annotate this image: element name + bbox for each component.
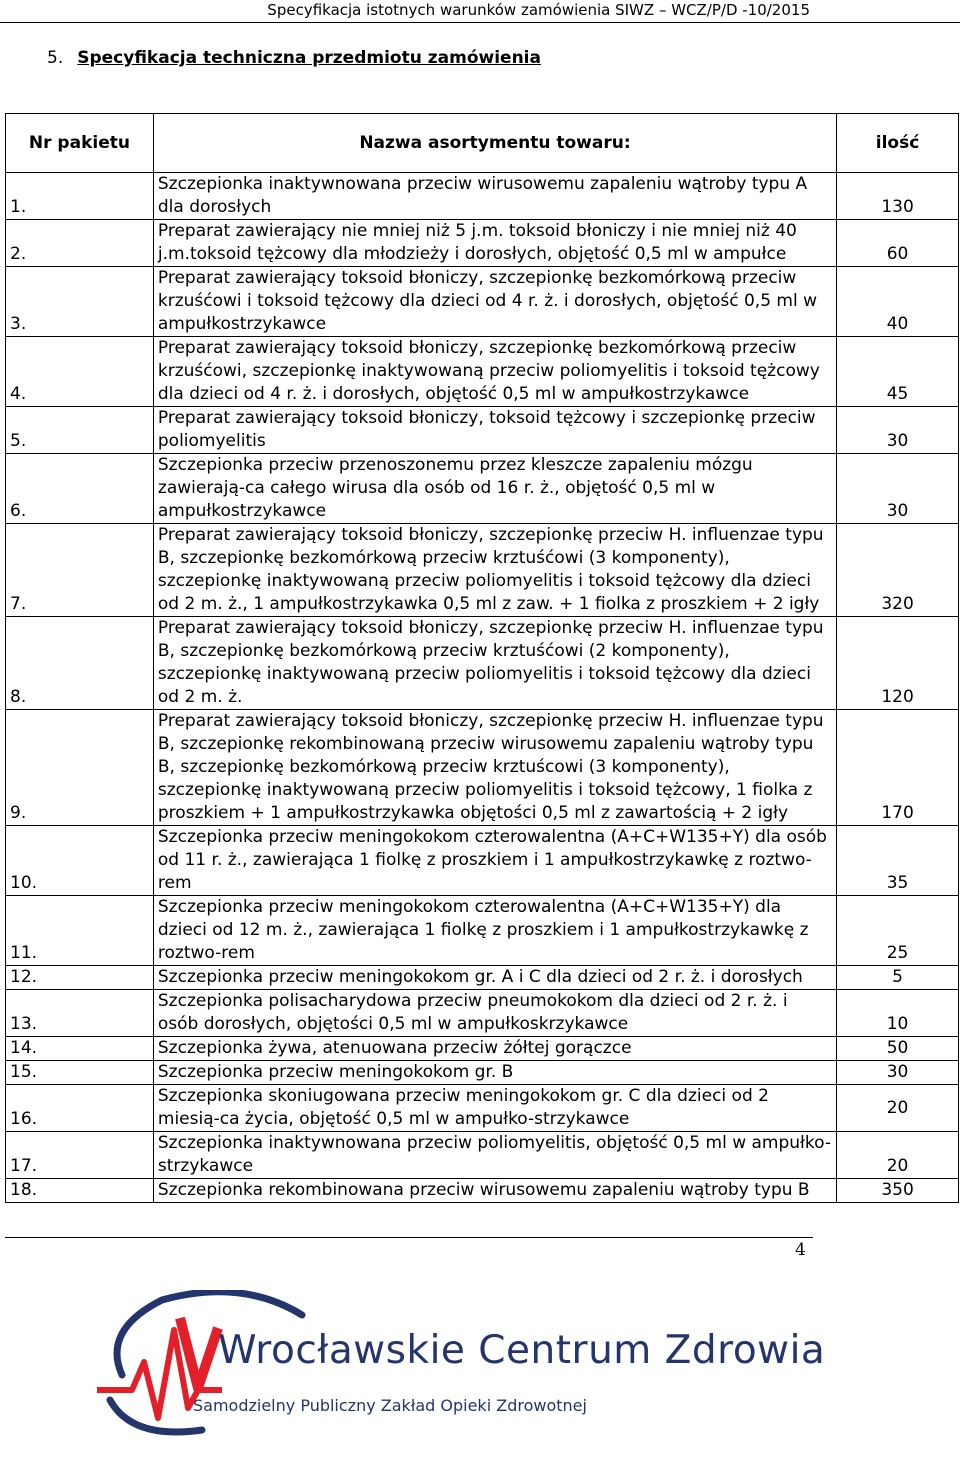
product-name: Szczepionka przeciw meningokokom gr. A i C dla dzieci od 2 r. ż. i dorosłych xyxy=(153,966,836,990)
package-number: 9. xyxy=(6,710,154,826)
quantity: 45 xyxy=(837,337,959,407)
table-row xyxy=(6,1132,959,1179)
package-number: 3. xyxy=(6,267,154,337)
column-header-nr: Nr pakietu xyxy=(6,114,154,173)
quantity: 120 xyxy=(837,617,959,710)
quantity: 10 xyxy=(837,990,959,1037)
product-name: Preparat zawierający toksoid błoniczy, szczepionkę przeciw H. influenzae typu B, szczepionkę bezkomórkową przeciw krztuśćowi (2 komponenty), szczepionkę inaktywowaną przeciw poliomyelitis i toksoid tężcowy dla dzieci od 2 m. ż. xyxy=(153,617,836,710)
quantity: 25 xyxy=(837,896,959,966)
product-name: Preparat zawierający toksoid błoniczy, szczepionkę przeciw H. influenzae typu B, szczepionkę rekombinowaną przeciw wirusowemu zapaleniu wątroby typu B, szczepionkę bezkomórkową przeciw krztuścowi (3 komponenty), szczepionkę inaktywowaną przeciw poliomyelitis i toksoid tężcowy, 1 fiolka z proszkiem + 1 ampułkostrzykawka objętości 0,5 ml z zawartością + 2 igły xyxy=(153,710,836,826)
table-header-row xyxy=(6,114,959,173)
table-row xyxy=(6,407,959,454)
logo-subtitle: Samodzielny Publiczny Zakład Opieki Zdrowotnej xyxy=(193,1396,587,1415)
specification-table xyxy=(5,113,959,1203)
table-row xyxy=(6,1037,959,1061)
table-row xyxy=(6,524,959,617)
section-number: 5. xyxy=(47,48,64,68)
quantity: 60 xyxy=(837,220,959,267)
package-number: 18. xyxy=(6,1179,154,1203)
product-name: Szczepionka przeciw meningokokom gr. B xyxy=(153,1061,836,1085)
product-name: Preparat zawierający toksoid błoniczy, szczepionkę bezkomórkową przeciw krzuśćowi, szczepionkę inaktywowaną przeciw poliomyelitis i toksoid tężcowy dla dzieci od 4 r. ż. i dorosłych, objętość 0,5 ml w ampułkostrzykawce xyxy=(153,337,836,407)
table-row xyxy=(6,267,959,337)
table-row xyxy=(6,990,959,1037)
footer-rule xyxy=(5,1237,813,1238)
product-name: Szczepionka polisacharydowa przeciw pneumokokom dla dzieci od 2 r. ż. i osób dorosłych, objętości 0,5 ml w ampułkoskrzykawce xyxy=(153,990,836,1037)
package-number: 17. xyxy=(6,1132,154,1179)
quantity: 5 xyxy=(837,966,959,990)
document-title: Specyfikacja istotnych warunków zamówienia SIWZ – WCZ/P/D -10/2015 xyxy=(267,1,810,19)
package-number: 10. xyxy=(6,826,154,896)
page-number: 4 xyxy=(795,1240,806,1260)
product-name: Szczepionka rekombinowana przeciw wirusowemu zapaleniu wątroby typu B xyxy=(153,1179,836,1203)
product-name: Preparat zawierający toksoid błoniczy, toksoid tężcowy i szczepionkę przeciw poliomyelitis xyxy=(153,407,836,454)
quantity: 30 xyxy=(837,407,959,454)
package-number: 7. xyxy=(6,524,154,617)
product-name: Szczepionka przeciw meningokokom czterowalentna (A+C+W135+Y) dla dzieci od 12 m. ż., zawierająca 1 fiolkę z proszkiem i 1 ampułkostrzykawkę z roztwo-rem xyxy=(153,896,836,966)
table-row xyxy=(6,966,959,990)
table-row xyxy=(6,1085,959,1132)
quantity: 30 xyxy=(837,454,959,524)
product-name: Szczepionka skoniugowana przeciw meningokokom gr. C dla dzieci od 2 miesią-ca życia, objętość 0,5 ml w ampułko-strzykawce xyxy=(153,1085,836,1132)
package-number: 2. xyxy=(6,220,154,267)
product-name: Szczepionka przeciw meningokokom czterowalentna (A+C+W135+Y) dla osób od 11 r. ż., zawierająca 1 fiolkę z proszkiem i 1 ampułkostrzykawkę z roztwo-rem xyxy=(153,826,836,896)
table-row xyxy=(6,826,959,896)
package-number: 4. xyxy=(6,337,154,407)
package-number: 1. xyxy=(6,173,154,220)
quantity: 320 xyxy=(837,524,959,617)
quantity: 50 xyxy=(837,1037,959,1061)
page-header xyxy=(0,0,960,23)
product-name: Preparat zawierający nie mniej niż 5 j.m. toksoid błoniczy i nie mniej niż 40 j.m.toksoid tężcowy dla młodzieży i dorosłych, objętość 0,5 ml w ampułce xyxy=(153,220,836,267)
product-name: Szczepionka przeciw przenoszonemu przez kleszcze zapaleniu mózgu zawierają-ca całego wirusa dla osób od 16 r. ż., objętość 0,5 ml w ampułkostrzykawce xyxy=(153,454,836,524)
quantity: 30 xyxy=(837,1061,959,1085)
product-name: Szczepionka żywa, atenuowana przeciw żółtej gorączce xyxy=(153,1037,836,1061)
product-name: Szczepionka inaktywnowana przeciw wirusowemu zapaleniu wątroby typu A dla dorosłych xyxy=(153,173,836,220)
section-title: Specyfikacja techniczna przedmiotu zamówienia xyxy=(77,48,541,68)
quantity: 350 xyxy=(837,1179,959,1203)
table-row xyxy=(6,173,959,220)
column-header-qty: ilość xyxy=(837,114,959,173)
product-name: Preparat zawierający toksoid błoniczy, szczepionkę bezkomórkową przeciw krzuśćowi i toksoid tężcowy dla dzieci od 4 r. ż. i dorosłych, objętość 0,5 ml w ampułkostrzykawce xyxy=(153,267,836,337)
quantity: 130 xyxy=(837,173,959,220)
product-name: Preparat zawierający toksoid błoniczy, szczepionkę przeciw H. influenzae typu B, szczepionkę bezkomórkową przeciw krztuśćowi (3 komponenty), szczepionkę inaktywowaną przeciw poliomyelitis i toksoid tężcowy dla dzieci od 2 m. ż., 1 ampułkostrzykawka 0,5 ml z zaw. + 1 fiolka z proszkiem + 2 igły xyxy=(153,524,836,617)
table-row xyxy=(6,617,959,710)
table-row xyxy=(6,220,959,267)
quantity: 170 xyxy=(837,710,959,826)
column-header-name: Nazwa asortymentu towaru: xyxy=(153,114,836,173)
quantity: 40 xyxy=(837,267,959,337)
product-name: Szczepionka inaktywnowana przeciw poliomyelitis, objętość 0,5 ml w ampułko-strzykawce xyxy=(153,1132,836,1179)
section-heading xyxy=(47,48,541,68)
quantity: 20 xyxy=(837,1085,959,1132)
package-number: 8. xyxy=(6,617,154,710)
quantity: 35 xyxy=(837,826,959,896)
package-number: 12. xyxy=(6,966,154,990)
logo-name: Wrocławskie Centrum Zdrowia xyxy=(218,1328,826,1373)
table-row xyxy=(6,896,959,966)
package-number: 14. xyxy=(6,1037,154,1061)
table-row xyxy=(6,1179,959,1203)
table-row xyxy=(6,1061,959,1085)
quantity: 20 xyxy=(837,1132,959,1179)
table-row xyxy=(6,454,959,524)
package-number: 5. xyxy=(6,407,154,454)
package-number: 13. xyxy=(6,990,154,1037)
package-number: 16. xyxy=(6,1085,154,1132)
table-row xyxy=(6,337,959,407)
package-number: 15. xyxy=(6,1061,154,1085)
package-number: 11. xyxy=(6,896,154,966)
table-row xyxy=(6,710,959,826)
package-number: 6. xyxy=(6,454,154,524)
